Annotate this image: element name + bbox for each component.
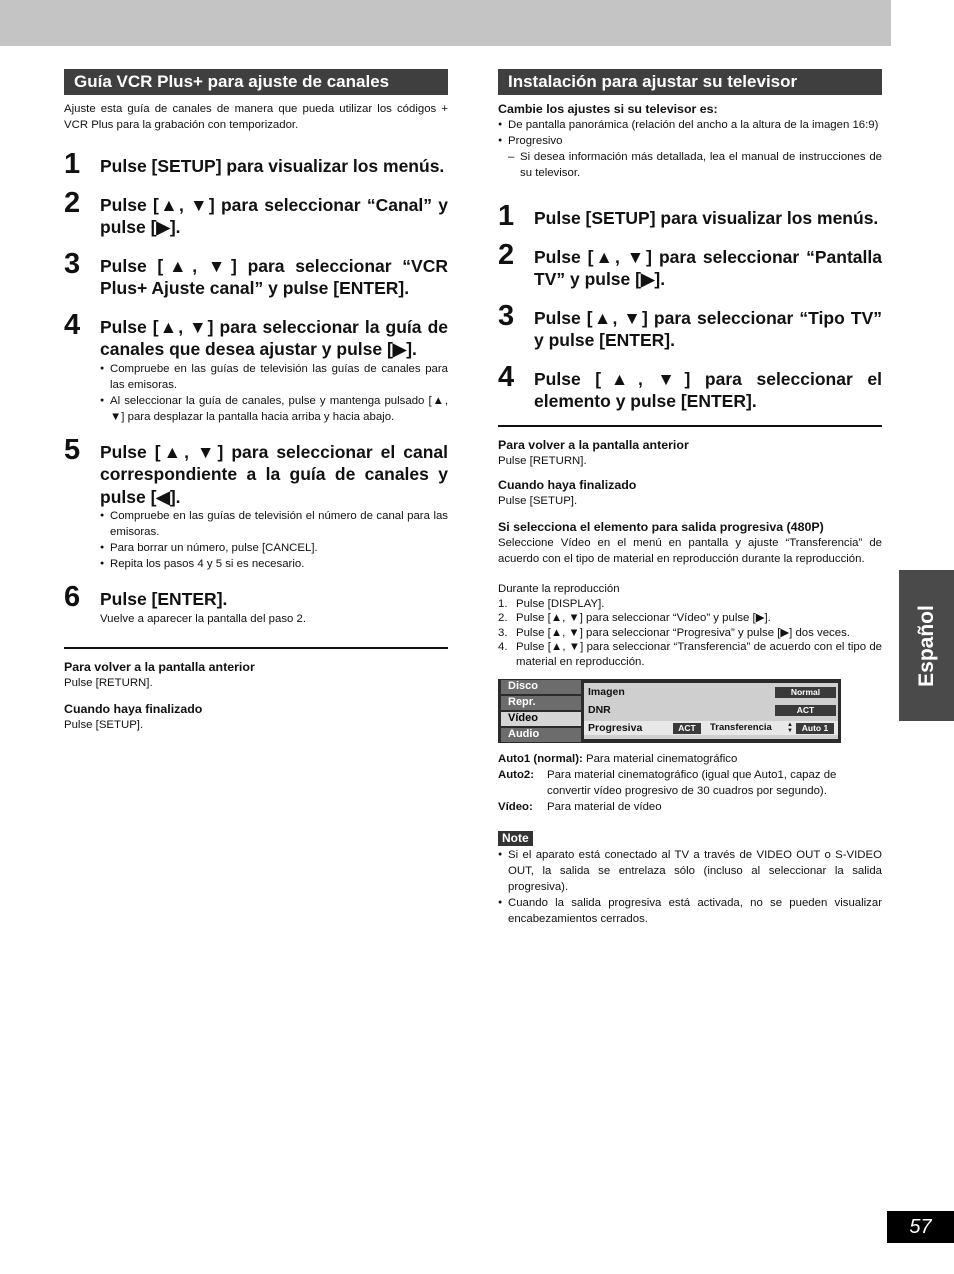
step-text: Pulse [▲, ▼] para seleccionar “Canal” y pulse [▶].	[100, 194, 448, 237]
definition-auto1	[498, 751, 882, 767]
item-text: Pulse [▲, ▼] para seleccionar “Vídeo” y pulse [▶].	[516, 612, 771, 624]
step-text: Pulse [▲, ▼] para seleccionar la guía de canales que desea ajustar y pulse [▶].	[100, 316, 448, 359]
section-heading-vcr-plus: Guía VCR Plus+ para ajuste de canales	[64, 69, 448, 95]
right-column	[498, 69, 882, 927]
list-item: ● Progresivo	[498, 133, 882, 149]
list-item: ● Repita los pasos 4 y 5 si es necesario.	[100, 556, 448, 572]
step-6	[64, 581, 448, 627]
definition-video	[498, 799, 882, 815]
step-4	[64, 308, 448, 425]
change-title: Cambie los ajustes si su televisor es:	[498, 102, 718, 116]
step-text: Pulse [▲, ▼] para seleccionar “Tipo TV” y pulse [ENTER].	[534, 307, 882, 350]
list-item	[498, 640, 882, 669]
step-number: 4	[498, 360, 515, 393]
list-item: ● Para borrar un número, pulse [CANCEL].	[100, 540, 448, 556]
list-item: ● Si el aparato está conectado al TV a través de VIDEO OUT o S-VIDEO OUT, la salida se entrelaza sólo (incluso al seleccionar la salida progresiva).	[498, 847, 882, 895]
definition-term: Auto2:	[498, 769, 535, 781]
dash-text: Si desea información más detallada, lea el manual de instrucciones de su televisor.	[520, 151, 882, 179]
item-text: Pulse [▲, ▼] para seleccionar “Transferencia” de acuerdo con el tipo de material en reproducción.	[516, 641, 882, 668]
list-item: ● De pantalla panorámica (relación del ancho a la altura de la imagen 16:9)	[498, 117, 882, 133]
page-number: 57	[887, 1211, 954, 1243]
step-3	[498, 299, 882, 352]
step-number: 4	[64, 308, 81, 341]
menu-row-progresiva	[584, 721, 838, 735]
step-3	[64, 247, 448, 300]
step-number: 2	[64, 186, 81, 219]
note-badge: Note	[498, 831, 533, 846]
up-down-arrows-icon: ▲ ▼	[787, 722, 793, 734]
item-number: 4.	[498, 641, 508, 653]
definitions	[498, 751, 882, 815]
list-item	[498, 626, 882, 641]
definition-text: Para material cinematográfico (igual que Auto1, capaz de convertir vídeo progresivo de 30 cuadros por segundo).	[547, 769, 837, 797]
item-text: Pulse [DISPLAY].	[516, 597, 605, 610]
row-label: Imagen	[588, 686, 625, 698]
back-text: Pulse [RETURN].	[498, 454, 587, 467]
definition-term: Vídeo:	[498, 801, 533, 813]
divider	[64, 647, 448, 649]
step-5	[64, 433, 448, 573]
menu-tab-repr: Repr.	[501, 696, 581, 710]
item-text: Pulse [▲, ▼] para seleccionar “Progresiva” y pulse [▶] dos veces.	[516, 626, 850, 639]
menu-tab-audio: Audio	[501, 728, 581, 742]
step-number: 2	[498, 238, 515, 271]
item-number: 2.	[498, 612, 508, 624]
back-title: Para volver a la pantalla anterior	[64, 659, 255, 674]
step-text: Pulse [▲, ▼] para seleccionar “VCR Plus+ Ajuste canal” y pulse [ENTER].	[100, 255, 448, 298]
transfer-value: Auto 1	[796, 723, 834, 734]
header-bar	[0, 0, 891, 46]
step-number: 1	[64, 148, 81, 180]
definition-text: Para material cinematográfico	[585, 753, 738, 765]
onscreen-menu	[498, 679, 841, 743]
definition-auto2	[498, 767, 882, 799]
list-item: ● Cuando la salida progresiva está activada, no se pueden visualizar encabezamientos cerrados.	[498, 895, 882, 927]
back-title: Para volver a la pantalla anterior	[498, 437, 689, 452]
menu-row-dnr	[584, 703, 838, 717]
definition-term: Auto1 (normal):	[498, 753, 583, 765]
list-item	[498, 611, 882, 626]
step-number: 3	[64, 247, 81, 280]
step-number: 6	[64, 581, 81, 613]
step-number: 3	[498, 299, 515, 332]
done-text: Pulse [SETUP].	[64, 718, 144, 731]
done-title: Cuando haya finalizado	[64, 701, 203, 716]
row-label: Progresiva	[588, 722, 643, 734]
menu-tab-video: Vídeo	[501, 712, 581, 726]
list-item: – Si desea información más detallada, lea el manual de instrucciones de su televisor.	[508, 151, 882, 179]
divider	[498, 425, 882, 427]
progressive-title: Si selecciona el elemento para salida progresiva (480P)	[498, 519, 824, 534]
row-value: ACT	[775, 705, 836, 716]
note-block	[498, 829, 882, 927]
menu-row-imagen	[584, 685, 838, 699]
definition-text: Para material de vídeo	[547, 801, 662, 813]
done-text: Pulse [SETUP].	[498, 494, 578, 507]
transfer-label: Transferencia	[710, 722, 772, 733]
list-item: ● Compruebe en las guías de televisión las guías de canales para las emisoras.	[100, 361, 448, 393]
step-2	[498, 238, 882, 291]
intro-text: Ajuste esta guía de canales de manera que pueda utilizar los códigos + VCR Plus para la grabación con temporizador.	[64, 103, 448, 131]
step-4	[498, 360, 882, 413]
item-number: 1.	[498, 597, 508, 610]
left-column	[64, 69, 448, 733]
list-item	[498, 597, 882, 612]
done-title: Cuando haya finalizado	[498, 477, 637, 492]
language-tab-label: Español	[914, 604, 938, 687]
step-number: 5	[64, 433, 81, 466]
step-text: Pulse [▲, ▼] para seleccionar el elemento y pulse [ENTER].	[534, 368, 882, 411]
step-text: Pulse [▲, ▼] para seleccionar “Pantalla TV” y pulse [▶].	[534, 246, 882, 289]
step-text: Pulse [ENTER].	[100, 589, 228, 609]
row-value: ACT	[673, 723, 701, 734]
step-1	[64, 148, 448, 180]
during-label: Durante la reproducción	[498, 582, 620, 595]
item-number: 3.	[498, 626, 508, 639]
back-text: Pulse [RETURN].	[64, 676, 153, 689]
step-number: 1	[498, 200, 515, 232]
step-1	[498, 200, 882, 232]
step-note: Vuelve a aparecer la pantalla del paso 2.	[100, 612, 307, 625]
step-text: Pulse [SETUP] para visualizar los menús.	[100, 156, 445, 176]
step-2	[64, 186, 448, 239]
language-tab	[899, 570, 954, 721]
step-text: Pulse [SETUP] para visualizar los menús.	[534, 208, 879, 228]
row-value: Normal	[775, 687, 836, 698]
list-item: ● Compruebe en las guías de televisión el número de canal para las emisoras.	[100, 508, 448, 540]
row-label: DNR	[588, 704, 611, 716]
progressive-text: Seleccione Vídeo en el menú en pantalla y ajuste “Transferencia” de acuerdo con el tipo de material en reproducción durante la reproducción.	[498, 536, 882, 565]
menu-tab-disco: Disco	[501, 680, 581, 694]
step-text: Pulse [▲, ▼] para seleccionar el canal correspondiente a la guía de canales y pulse [◀].	[100, 441, 448, 507]
list-item: ● Al seleccionar la guía de canales, pulse y mantenga pulsado [▲, ▼] para desplazar la pantalla hacia arriba y hacia abajo.	[100, 393, 448, 425]
section-heading-tv-setup: Instalación para ajustar su televisor	[498, 69, 882, 95]
menu-panel	[584, 683, 838, 739]
